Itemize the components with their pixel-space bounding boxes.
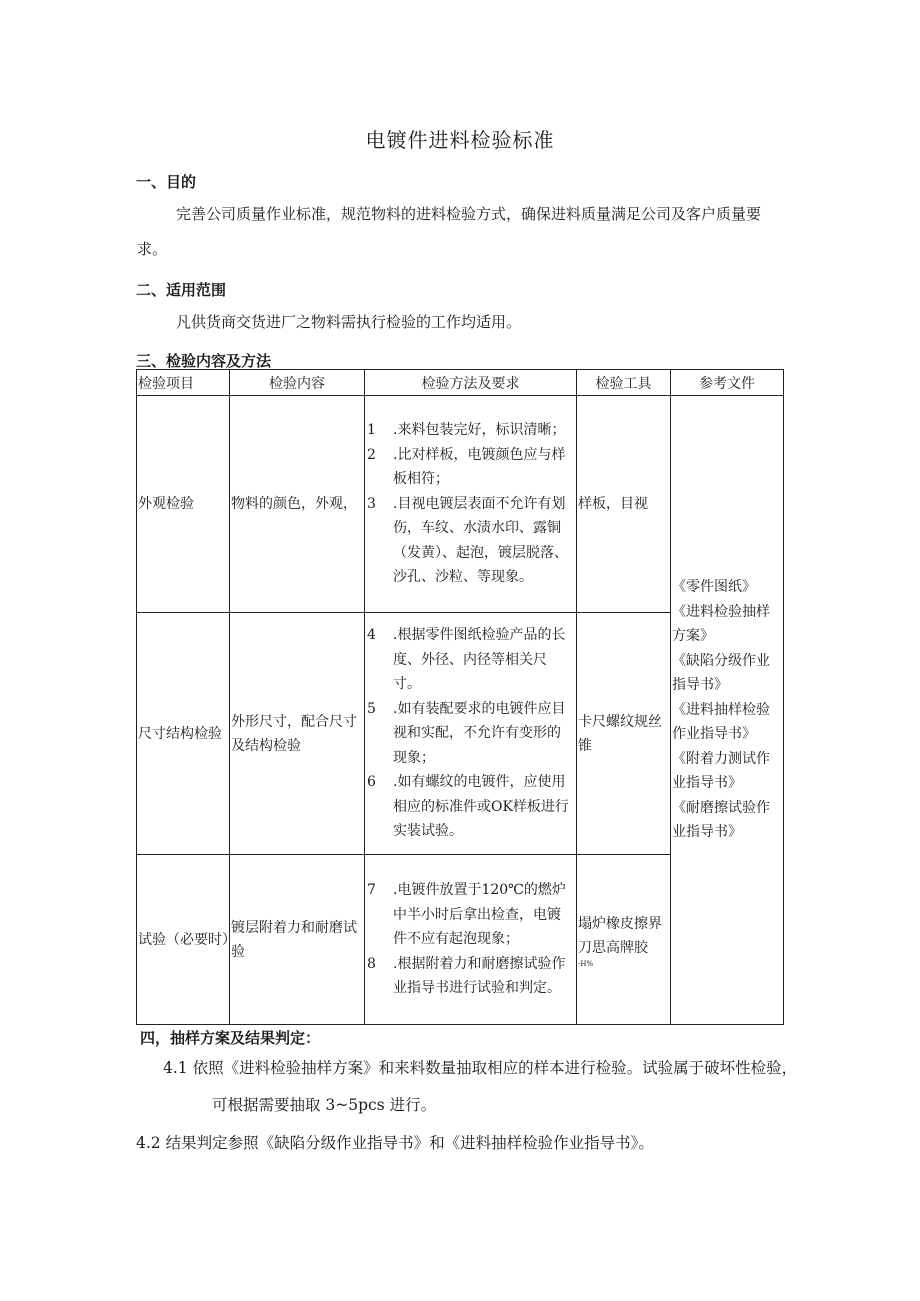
method-item: 4 .根据零件图纸检验产品的长度、外径、内径等相关尺寸。 [367,627,566,693]
row-dimension-item: 尺寸结构检验 [137,613,230,855]
row-test-tool-note: -H% [578,959,594,968]
method-item: 7 .电镀件放置于120℃的燃炉中半小时后拿出检查，电镀件不应有起泡现象； [367,882,566,948]
reference-documents [671,396,784,1025]
header-content: 检验内容 [230,370,365,396]
row-dimension-content: 外形尺寸，配合尺寸及结构检验 [230,613,365,855]
reference-item: 《进料检验抽样方案》 [672,603,770,645]
header-method: 检验方法及要求 [365,370,577,396]
purpose-text-line1: 完善公司质量作业标准，规范物料的进料检验方式，确保进料质量满足公司及客户质量要 [176,205,762,223]
section-heading-scope: 二、适用范围 [136,281,227,299]
reference-item: 《进料抽样检验作业指导书》 [672,701,770,743]
judgement-text: 4.2 结果判定参照《缺陷分级作业指导书》和《进料抽样检验作业指导书》。 [136,1134,654,1152]
method-item: 3 .目视电镀层表面不允许有划伤，车纹、水渍水印、露铜（发黄）、起泡，镀层脱落、沙孔、沙粒、等现象。 [367,495,568,586]
row-appearance-tool: 样板，目视 [577,396,671,613]
row-test-tool [577,855,671,1025]
method-item: 5 .如有装配要求的电镀件应目视和实配，不允许有变形的现象； [367,700,566,766]
inspection-table [136,369,784,1025]
table-header-row [137,370,784,396]
method-item: 6 .如有螺纹的电镀件，应使用相应的标准件或OK样板进行实装试验。 [367,774,569,840]
row-appearance-content: 物料的颜色，外观， [230,396,365,613]
table-row [137,396,784,613]
row-test-methods [365,855,577,1025]
purpose-text-line2: 求。 [137,240,168,258]
header-reference: 参考文件 [671,370,784,396]
scope-text: 凡供货商交货进厂之物料需执行检验的工作均适用。 [176,313,522,331]
row-test-tool-text: 塌炉橡皮擦界刀思高牌胶 [578,915,662,956]
reference-item: 《零件图纸》 [672,579,756,596]
row-appearance-methods [365,396,577,613]
sampling-text-line2: 可根据需要抽取 3~5pcs 进行。 [212,1096,437,1114]
section-heading-purpose: 一、目的 [136,173,197,191]
method-item: 1 .来料包装完好，标识清晰； [367,422,566,439]
reference-item: 《耐磨擦试验作业指导书》 [672,799,770,841]
method-item: 2 .比对样板，电镀颜色应与样板相符； [367,446,566,488]
row-test-item: 试验（必要时） [137,855,230,1025]
row-appearance-item: 外观检验 [137,396,230,613]
header-item: 检验项目 [137,370,230,396]
reference-item: 《缺陷分级作业指导书》 [672,652,770,694]
section-heading-inspection: 三、检验内容及方法 [136,352,272,370]
section-heading-sampling: 四，抽样方案及结果判定： [140,1029,321,1047]
method-item: 8 .根据附着力和耐磨擦试验作业指导书进行试验和判定。 [367,955,566,997]
header-tool: 检验工具 [577,370,671,396]
sampling-text-line1: 4.1 依照《进料检验抽样方案》和来料数量抽取相应的样本进行检验。试验属于破坏性检验， [163,1059,798,1077]
reference-item: 《附着力测试作业指导书》 [672,750,770,792]
row-dimension-tool: 卡尺螺纹规丝锥 [577,613,671,855]
document-title: 电镀件进料检验标准 [365,128,555,152]
row-test-content: 镀层附着力和耐磨试验 [230,855,365,1025]
row-dimension-methods [365,613,577,855]
